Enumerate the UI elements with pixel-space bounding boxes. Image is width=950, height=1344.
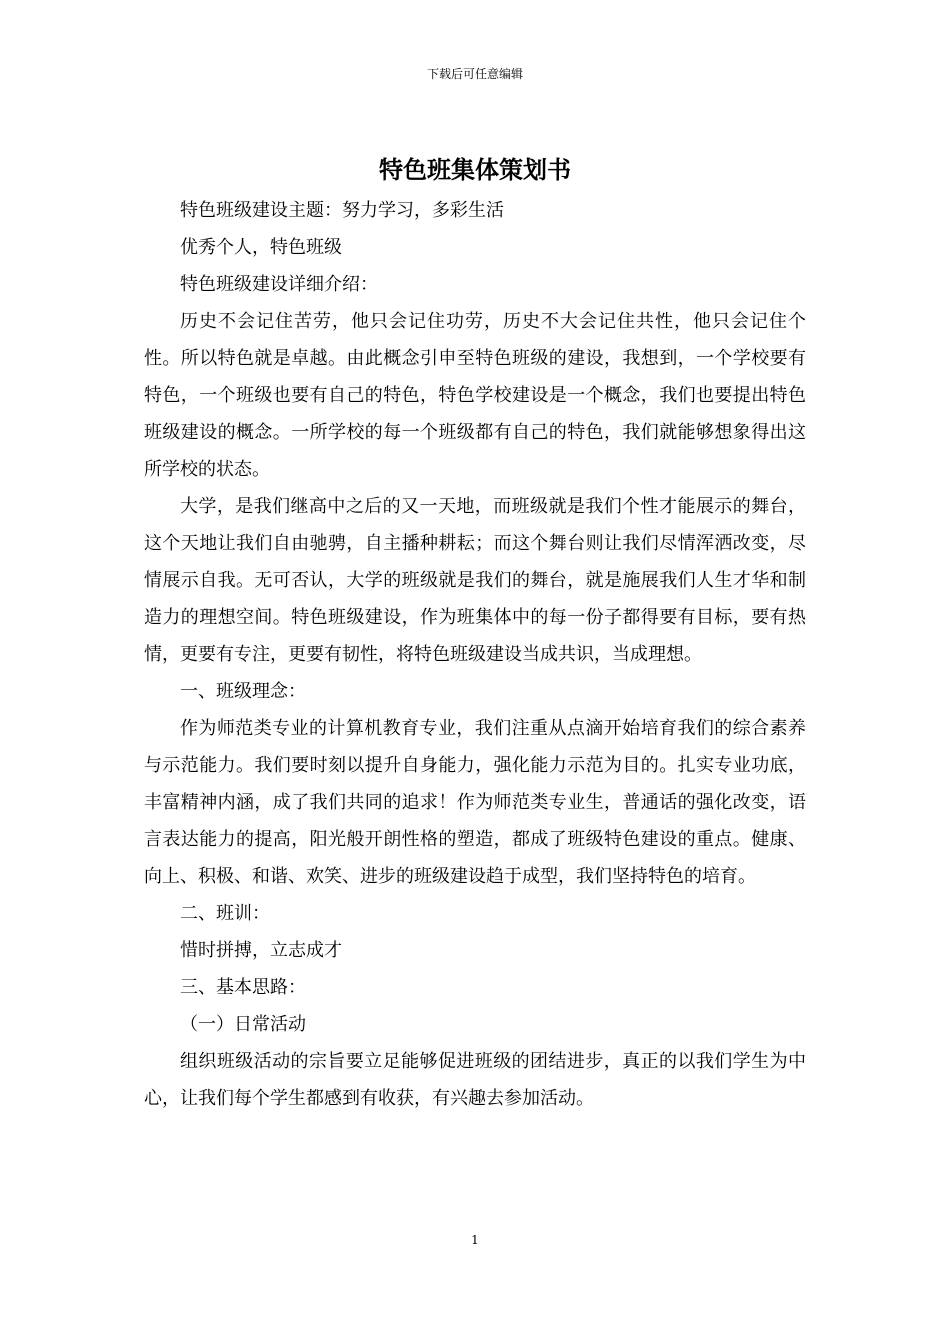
paragraph-theme: 特色班级建设主题：努力学习，多彩生活	[180, 200, 504, 221]
paragraph-concept: 作为师范类专业的计算机教育专业，我们注重从点滴开始培育我们的综合素养与示范能力。我们要时刻以提升自身能力，强化能力示范为目的。扎实专业功底，丰富精神内涵，成了我们共同的追求！作为师范类专业生，普通话的强化改变，语言表达能力的提高，阳光般开朗性格的塑造，都成了班级特色建设的重点。健康、向上、积极、和谐、欢笑、进步的班级建设趋于成型，我们坚持特色的培育。	[144, 718, 806, 887]
document-body	[144, 192, 806, 1117]
document-title: 特色班集体策划书	[379, 155, 571, 184]
section-heading-concept: 一、班级理念：	[180, 681, 306, 702]
paragraph-university: 大学，是我们继高中之后的又一天地，而班级就是我们个性才能展示的舞台，这个天地让我们自由驰骋，自主播种耕耘；而这个舞台则让我们尽情浑洒改变，尽情展示自我。无可否认，大学的班级就是我们的舞台，就是施展我们人生才华和制造力的理想空间。特色班级建设，作为班集体中的每一份子都得要有目标，要有热情，更要有专注，更要有韧性，将特色班级建设当成共识，当成理想。	[144, 496, 806, 665]
paragraph-intro-heading: 特色班级建设详细介绍：	[180, 274, 378, 295]
paragraph-slogan: 优秀个人，特色班级	[180, 237, 342, 258]
page-header: 下载后可任意编辑	[426, 67, 523, 81]
subsection-heading-daily: （一）日常活动	[180, 1014, 306, 1035]
paragraph-motto: 惜时拼搏，立志成才	[180, 940, 342, 961]
paragraph-daily: 组织班级活动的宗旨要立足能够促进班级的团结进步，真正的以我们学生为中心，让我们每个学生都感到有收获，有兴趣去参加活动。	[144, 1051, 806, 1109]
paragraph-history: 历史不会记住苦劳，他只会记住功劳，历史不大会记住共性，他只会记住个性。所以特色就是卓越。由此概念引申至特色班级的建设，我想到，一个学校要有特色，一个班级也要有自己的特色，特色学校建设是一个概念，我们也要提出特色班级建设的概念。一所学校的每一个班级都有自己的特色，我们就能够想象得出这所学校的状态。	[144, 311, 806, 480]
page-number: 1	[471, 1233, 479, 1247]
section-heading-motto: 二、班训：	[180, 903, 270, 924]
section-heading-approach: 三、基本思路：	[180, 977, 306, 998]
